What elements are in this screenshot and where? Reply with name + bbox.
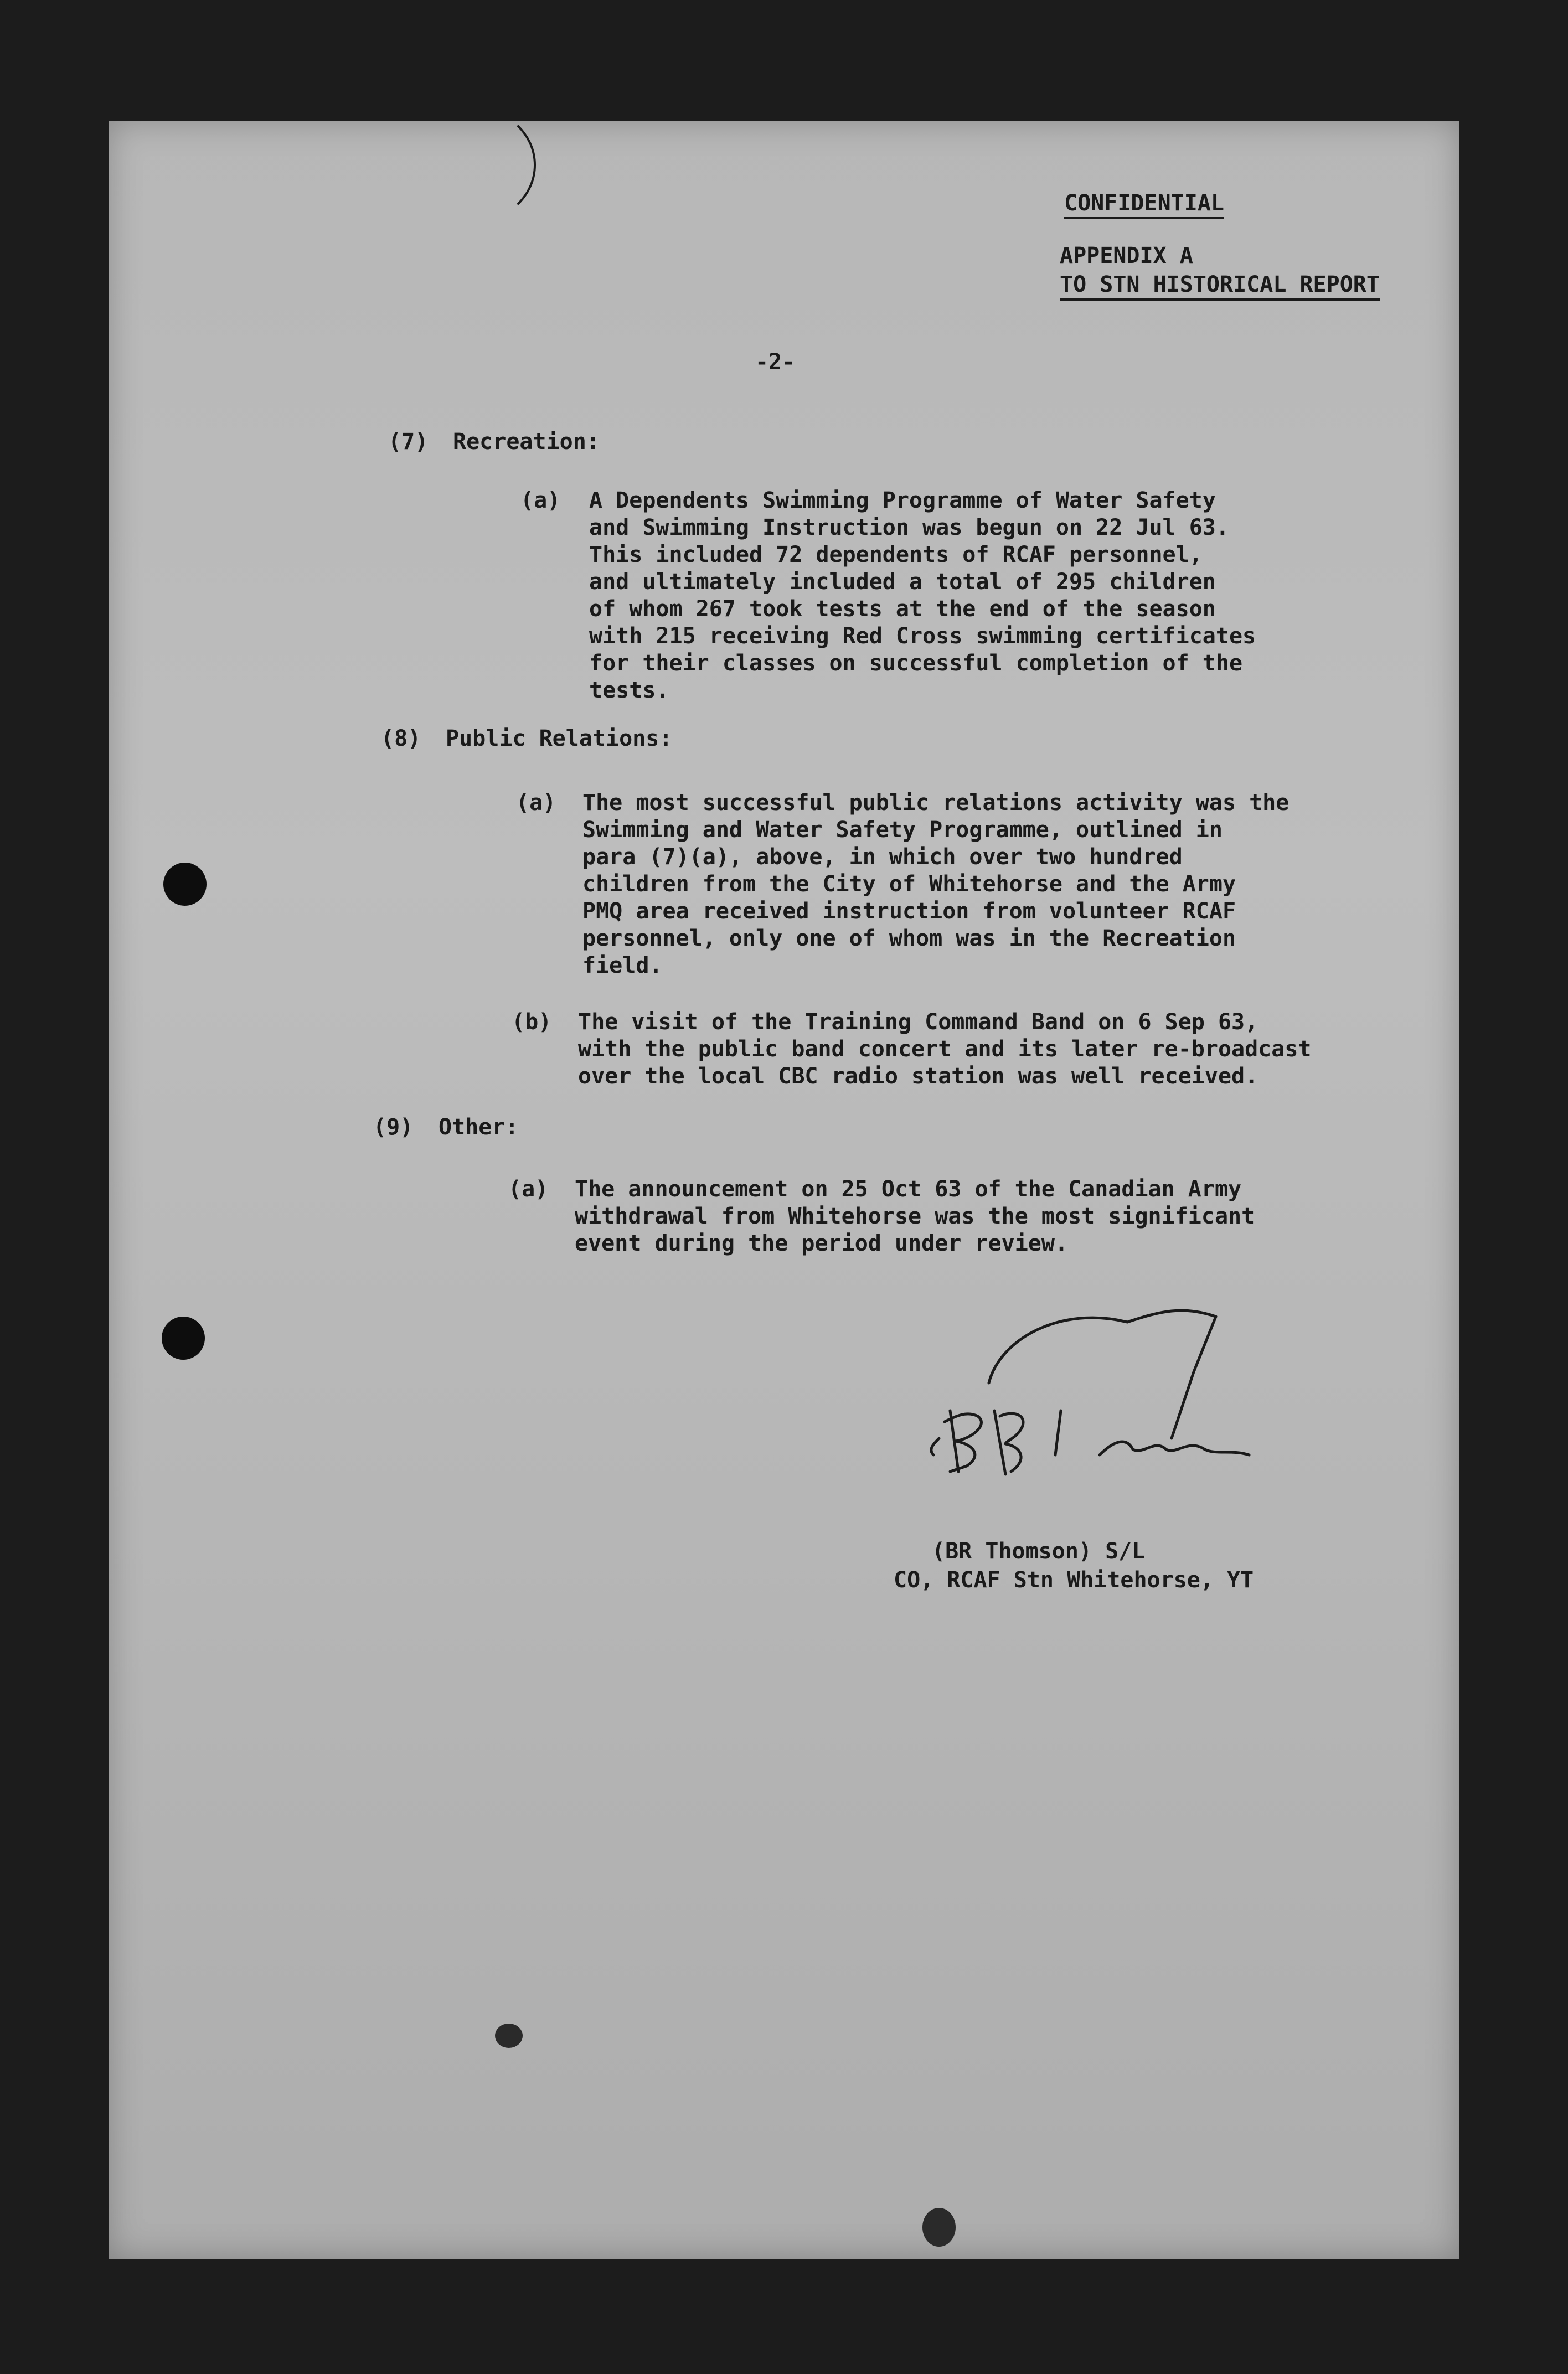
text-line: withdrawal from Whitehorse was the most significant <box>575 1204 1255 1229</box>
text-line: Swimming and Water Safety Programme, outlined in <box>582 817 1223 843</box>
section-8a-label: (a) <box>516 790 556 816</box>
section-7a-text <box>589 487 1256 704</box>
text-line: field. <box>582 953 663 978</box>
confidential-label: CONFIDENTIAL <box>1064 190 1224 219</box>
page-number: -2- <box>755 349 796 375</box>
text-line: with the public band concert and its later re-broadcast <box>578 1036 1312 1062</box>
text-line: tests. <box>589 678 669 703</box>
text-line: The visit of the Training Command Band on 6 Sep 63, <box>578 1009 1258 1035</box>
section-7-title: Recreation: <box>453 429 600 455</box>
text-line: The announcement on 25 Oct 63 of the Canadian Army <box>575 1176 1242 1202</box>
section-8-number: (8) <box>381 726 421 751</box>
text-line: for their classes on successful completion of the <box>589 651 1243 676</box>
text-line: para (7)(a), above, in which over two hundred <box>582 844 1183 870</box>
section-8-title: Public Relations: <box>446 726 673 751</box>
section-7a-label: (a) <box>520 488 561 513</box>
text-line: PMQ area received instruction from volunteer RCAF <box>582 899 1236 924</box>
punch-hole <box>162 1317 205 1360</box>
report-label <box>1060 271 1380 298</box>
margin-pencil-stroke <box>496 121 563 220</box>
section-7-number: (7) <box>388 429 429 455</box>
document-page <box>109 121 1459 2259</box>
section-8a-text <box>582 789 1289 979</box>
text-line: with 215 receiving Red Cross swimming certificates <box>589 623 1256 649</box>
section-8b-text <box>578 1009 1312 1090</box>
handwritten-signature <box>917 1272 1404 1538</box>
classification-marking <box>1064 190 1224 217</box>
text-line: and ultimately included a total of 295 children <box>589 569 1216 595</box>
ink-speck <box>922 2208 956 2247</box>
section-9a-label: (a) <box>508 1176 549 1202</box>
signatory-title: CO, RCAF Stn Whitehorse, YT <box>894 1567 1254 1593</box>
text-line: The most successful public relations activity was the <box>582 790 1290 816</box>
section-9-title: Other: <box>439 1114 519 1140</box>
text-line: children from the City of Whitehorse and the Army <box>582 871 1236 897</box>
appendix-label: APPENDIX A <box>1060 243 1193 269</box>
text-line: of whom 267 took tests at the end of the season <box>589 596 1216 622</box>
text-line: and Swimming Instruction was begun on 22 Jul 63. <box>589 515 1229 540</box>
text-line: personnel, only one of whom was in the Recreation <box>582 926 1236 951</box>
punch-hole <box>163 863 207 906</box>
text-line: event during the period under review. <box>575 1231 1069 1256</box>
text-line: A Dependents Swimming Programme of Water Safety <box>589 488 1216 513</box>
signatory-name: (BR Thomson) S/L <box>932 1539 1146 1564</box>
section-9a-text <box>575 1176 1255 1257</box>
report-label-text: TO STN HISTORICAL REPORT <box>1060 272 1380 301</box>
section-9-number: (9) <box>373 1114 414 1140</box>
ink-speck <box>495 2024 523 2048</box>
section-8b-label: (b) <box>512 1009 552 1035</box>
text-line: over the local CBC radio station was well received. <box>578 1064 1258 1089</box>
text-line: This included 72 dependents of RCAF personnel, <box>589 542 1203 567</box>
